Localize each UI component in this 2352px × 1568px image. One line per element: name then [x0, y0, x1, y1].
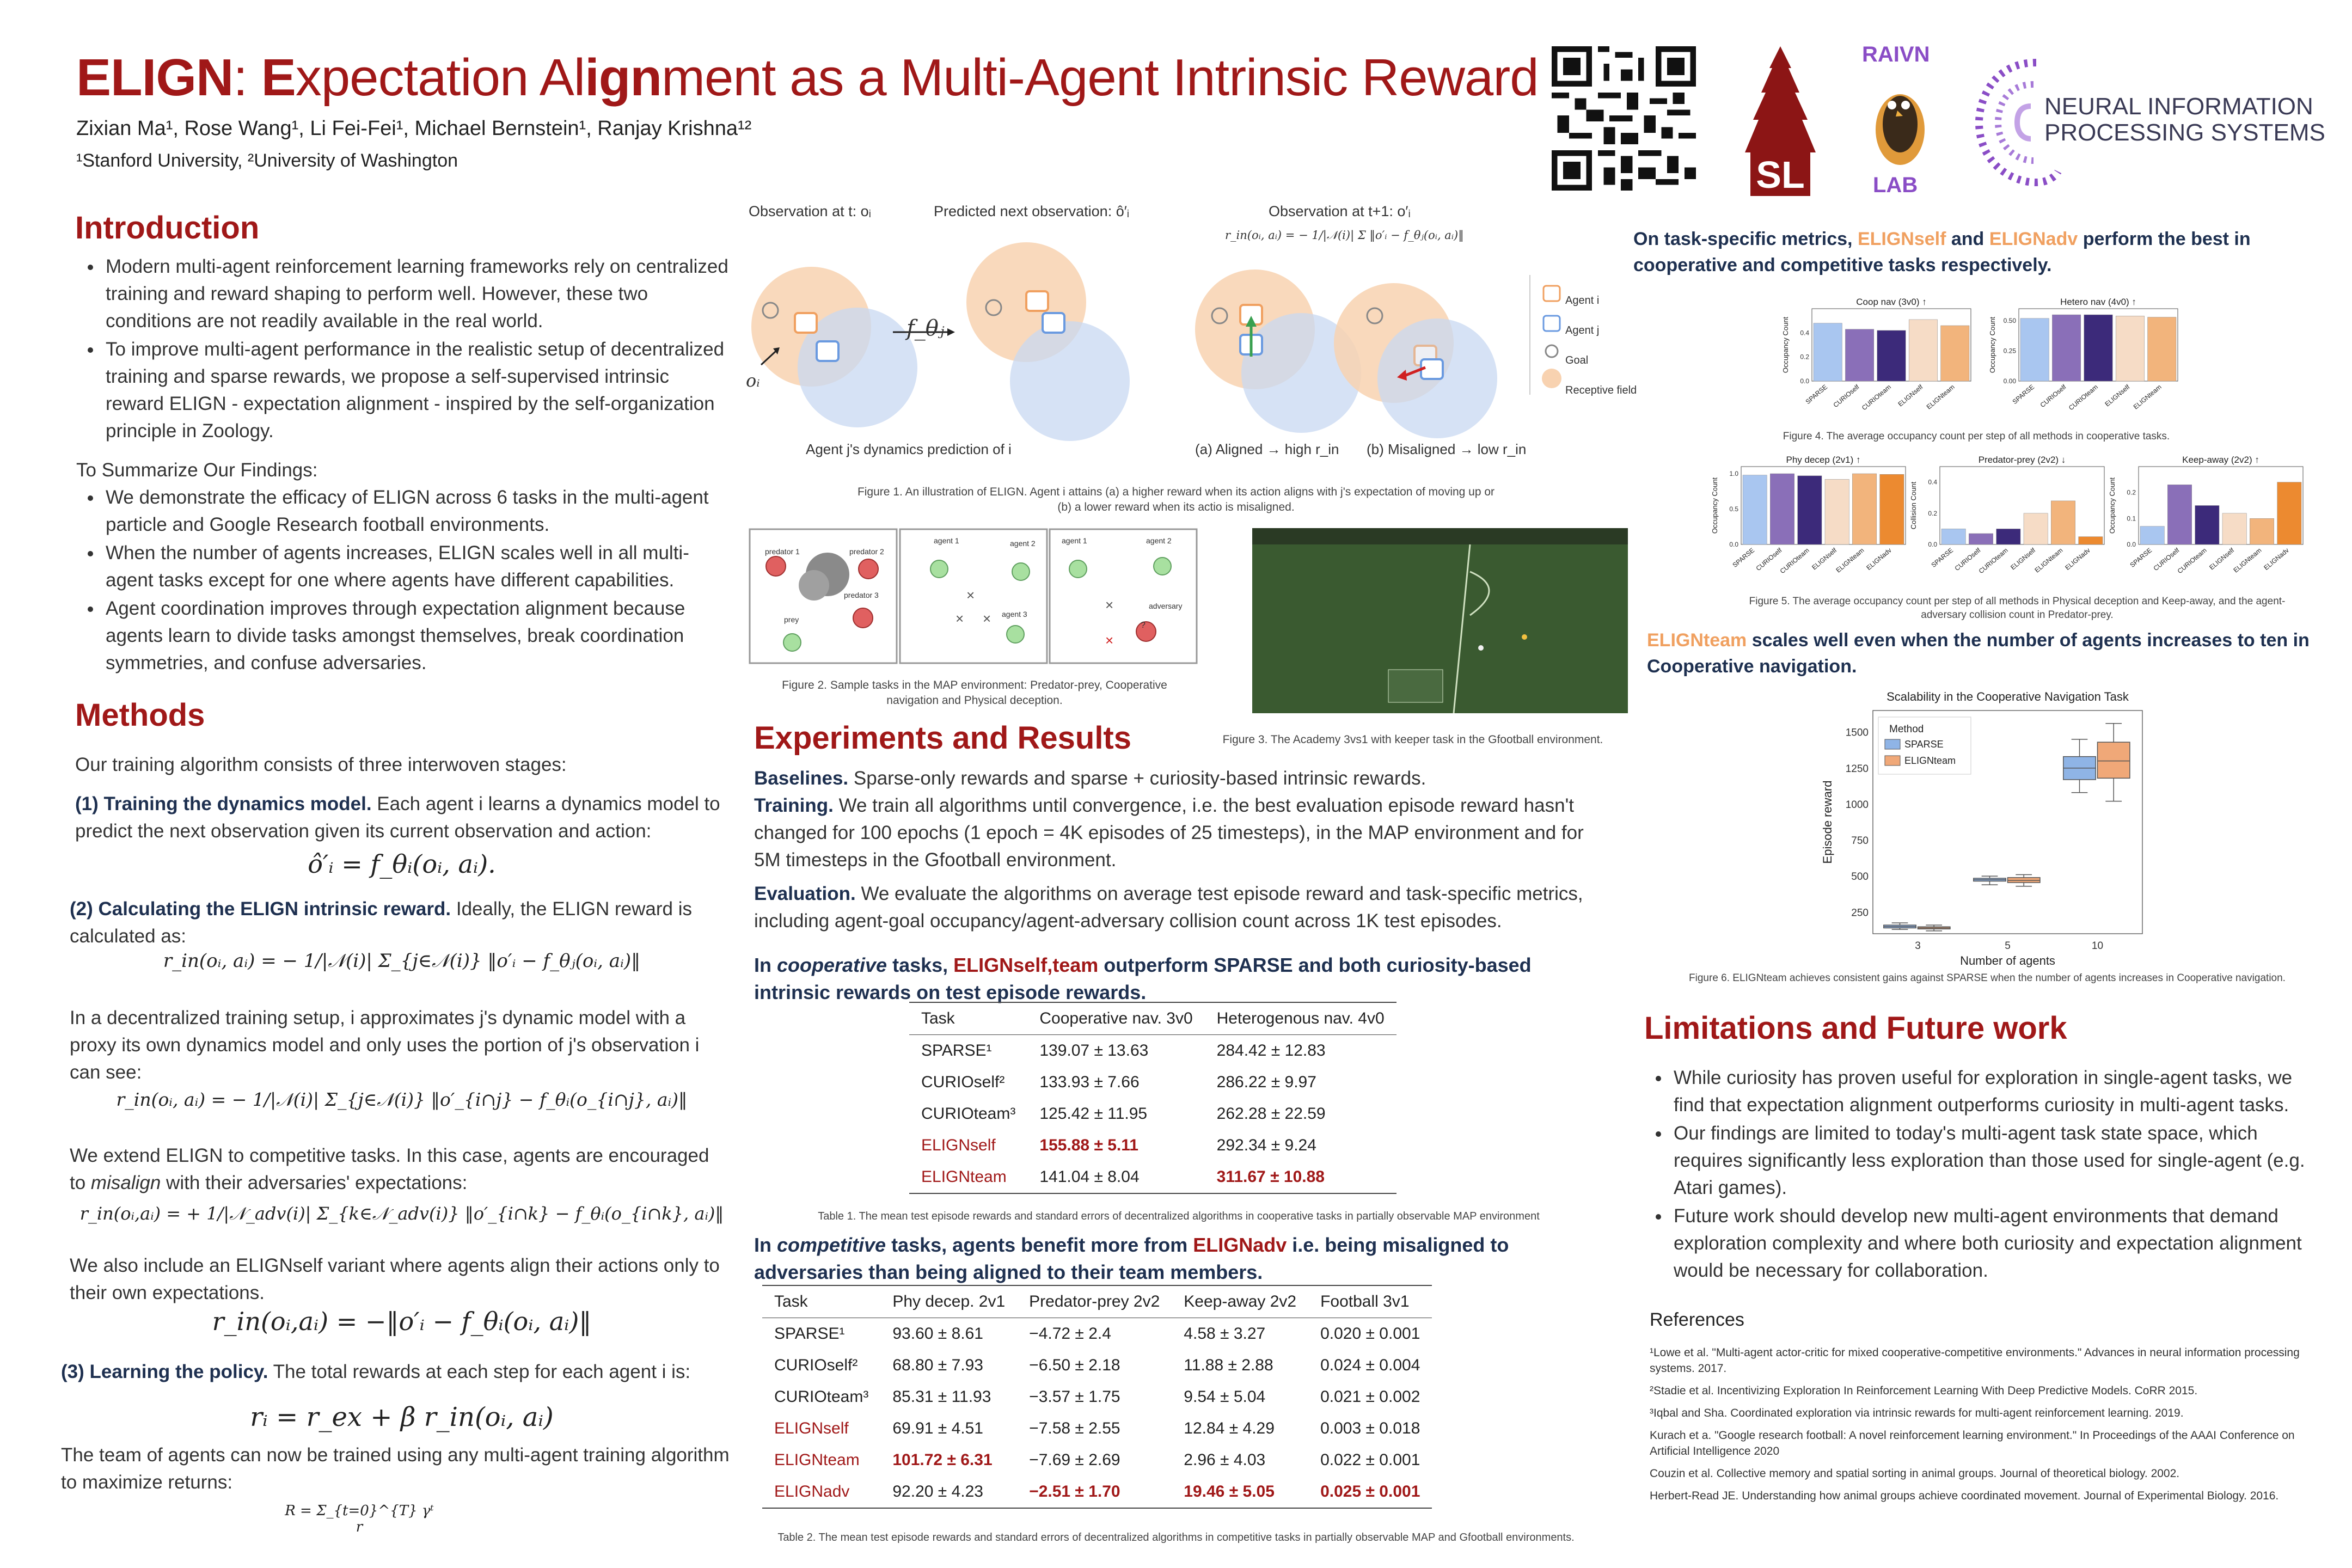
- legend-title: Method: [1889, 724, 1924, 735]
- methods-step3: (3) Learning the policy. The total rewards at each step for each agent i is:: [61, 1361, 691, 1382]
- y-tick-label: 0.0: [1928, 541, 1937, 548]
- figure-1: [746, 193, 1644, 476]
- x-tick-label: CURIOself: [1832, 383, 1861, 409]
- chart-title: Scalability in the Cooperative Navigation Task: [1886, 690, 2129, 703]
- y-tick-label: 750: [1851, 835, 1869, 847]
- y-tick-label: 0.2: [1928, 509, 1937, 517]
- x-tick-label: CURIOself: [1953, 546, 1982, 573]
- y-tick-label: 0.00: [2003, 377, 2016, 385]
- list-item: • We demonstrate the efficacy of ELIGN across 6 tasks in the multi-agent particle and Google Research football environments.: [102, 484, 730, 538]
- reference-item: Kurach et a. "Google research football: A novel reinforcement learning environment." In Proceedings of the AAAI Conference on Artificial Intelligence 2020: [1650, 1429, 2295, 1457]
- summary-lead: To Summarize Our Findings:: [76, 460, 318, 481]
- bar: [1941, 326, 1969, 381]
- fig1-formula: r_in(oᵢ, aᵢ) = − 1/|𝒩(i)| Σ ‖o′ᵢ − f_θⱼ(oᵢ, aᵢ)‖: [1225, 229, 1464, 242]
- equation-return: R = Σ_{t=0}^{T} γᵗ r: [285, 1503, 434, 1535]
- y-tick-label: 500: [1851, 871, 1869, 883]
- chart-title: Predator-prey (2v2) ↓: [1978, 455, 2066, 465]
- methods-adversarial: We extend ELIGN to competitive tasks. In this case, agents are encouraged to misalign with their adversaries' expectations:: [70, 1145, 709, 1193]
- bar-chart-predator-prey-svg: [1908, 455, 2110, 591]
- y-tick-label: 0.50: [2003, 317, 2016, 325]
- bar: [1770, 474, 1794, 544]
- table-row: ELIGNteam 101.72 ± 6.31 −7.69 ± 2.69 2.96 ± 4.03 0.022 ± 0.001: [774, 1451, 1420, 1469]
- equation-total-reward: rᵢ = r_ex + β r_in(oᵢ, aᵢ): [250, 1402, 554, 1432]
- table-row: ELIGNself 155.88 ± 5.11 292.34 ± 9.24: [921, 1136, 1316, 1154]
- table-header: Predator-prey 2v2: [1017, 1285, 1172, 1318]
- reference-item: ³Iqbal and Sha. Coordinated exploration via intrinsic rewards for multi-agent reinforcement learning. 2019.: [1650, 1407, 2184, 1419]
- table-row: ELIGNself 69.91 ± 4.51 −7.58 ± 2.55 12.84 ± 4.29 0.003 ± 0.018: [774, 1419, 1420, 1437]
- equation-elign-adv: r_in(oᵢ,aᵢ) = + 1/|𝒩_adv(i)| Σ_{k∈𝒩_adv(i)} ‖o′_{i∩k} − f_θᵢ(o_{i∩k}, aᵢ)‖: [79, 1203, 724, 1224]
- experiments-body: [754, 765, 1603, 935]
- x-tick-label: CURIOself: [2038, 383, 2068, 409]
- bar: [1969, 534, 1993, 544]
- y-axis-label: Episode reward: [1821, 780, 1834, 864]
- bar: [2116, 316, 2144, 381]
- methods-lead: Our training algorithm consists of three interwoven stages:: [75, 754, 567, 775]
- x-tick-label: ELIGNteam: [2232, 546, 2263, 574]
- table-row: ELIGNadv 92.20 ± 4.23 −2.51 ± 1.70 19.46 ± 5.05 0.025 ± 0.001: [762, 1476, 1432, 1508]
- table-2-caption: Table 2. The mean test episode rewards and standard errors of decentralized algorithms in competitive tasks in partially observable MAP and Gfootball environments.: [777, 1532, 1575, 1543]
- x-tick-label: ELIGNself: [1810, 546, 1839, 572]
- bar: [1996, 529, 2020, 544]
- equation-elign-self: r_in(oᵢ,aᵢ) = −‖o′ᵢ − f_θᵢ(oᵢ, aᵢ)‖: [212, 1307, 592, 1336]
- reference-item: ¹Lowe et al. "Multi-agent actor-critic for mixed cooperative-competitive environments." Advances in neural information processing systems. 2017.: [1650, 1346, 2300, 1375]
- x-tick-label: ELIGNadv: [2063, 546, 2092, 572]
- table-2: [762, 1285, 1432, 1509]
- x-tick-label: SPARSE: [1731, 546, 1756, 569]
- methods-step1: (1) Training the dynamics model. Each agent i learns a dynamics model to predict the next observation given its current observation and action:: [75, 793, 720, 842]
- cooperative-finding: In cooperative tasks, ELIGNself,team outperform SPARSE and both curiosity-based intrinsic rewards on test episode rewards.: [754, 954, 1532, 1003]
- y-tick-label: 0.2: [2127, 488, 2136, 497]
- bar: [2079, 537, 2103, 544]
- stanford-tree-icon: [1739, 44, 1821, 199]
- y-tick-label: 0.0: [2127, 541, 2136, 548]
- table-row: SPARSE¹ 139.07 ± 13.63 284.42 ± 12.83: [921, 1042, 1326, 1059]
- x-tick-label: ELIGNself: [2009, 546, 2037, 572]
- chart-hetero-nav: [1987, 297, 2183, 427]
- table-header: Cooperative nav. 3v0: [1027, 1002, 1204, 1035]
- table-header: Phy decep. 2v1: [880, 1285, 1017, 1318]
- bar: [2148, 317, 2176, 381]
- x-tick-label: ELIGNteam: [1925, 383, 1956, 411]
- bar: [2140, 526, 2164, 544]
- table-header: Task: [762, 1285, 880, 1318]
- bar: [2024, 513, 2048, 544]
- equation-elign-proxy: r_in(oᵢ, aᵢ) = − 1/|𝒩(i)| Σ_{j∈𝒩(i)} ‖o′_{i∩j} − f_θᵢ(o_{i∩j}, aᵢ)‖: [116, 1089, 688, 1110]
- bar: [1743, 475, 1767, 544]
- chart-coop-nav: [1780, 297, 1976, 427]
- svg-text:×: ×: [1105, 632, 1114, 648]
- figure-2-drawing: [749, 528, 1198, 664]
- svg-text:SL: SL: [1756, 154, 1805, 196]
- y-tick-label: 0.4: [1928, 478, 1937, 486]
- task-metric-finding: On task-specific metrics, ELIGNself and ELIGNadv perform the best in cooperative and competitive tasks respectively.: [1633, 229, 2251, 275]
- x-tick-label: ELIGNteam: [2132, 383, 2163, 411]
- x-tick-label: ELIGNteam: [2033, 546, 2065, 574]
- figure-6-caption: Figure 6. ELIGNteam achieves consistent gains against SPARSE when the number of agents increases in Cooperative navigation.: [1689, 972, 2286, 984]
- x-tick-label: 5: [2005, 940, 2011, 952]
- svg-text:×: ×: [966, 587, 975, 603]
- y-tick-label: 0.0: [1800, 377, 1809, 385]
- bar: [1814, 323, 1842, 381]
- x-tick-label: CURIOself: [1754, 546, 1784, 573]
- author-list: Zixian Ma¹, Rose Wang¹, Li Fei-Fei¹, Michael Bernstein¹, Ranjay Krishna¹²: [76, 117, 752, 140]
- chart-scalability: [1813, 689, 2151, 969]
- y-tick-label: 0.5: [1729, 505, 1738, 513]
- y-tick-label: 0.25: [2003, 347, 2016, 355]
- y-tick-label: 0.0: [1729, 541, 1738, 548]
- x-tick-label: ELIGNself: [2208, 546, 2236, 572]
- fig1-legend: Agent i Agent j Goal Receptive field: [1565, 295, 1637, 396]
- y-tick-label: 1.0: [1729, 470, 1738, 477]
- neurips-wordmark: NEURAL INFORMATION PROCESSING SYSTEMS: [2044, 93, 2325, 146]
- bar: [1845, 329, 1873, 381]
- figure-2: × × × × × predator 1 predator 2 predator 3 prey agent 1 agent 2 agent 3 agent 1 agent 2 adversary ?: [749, 528, 1198, 664]
- methods-decentralized: In a decentralized training setup, i approximates j's dynamic model with a proxy its own dynamics model and only uses the portion of j's observation i can see:: [70, 1007, 700, 1083]
- y-axis-label: Occupancy Count: [1711, 477, 1719, 534]
- figure-1-drawing: [746, 193, 1644, 476]
- experiments-heading: Experiments and Results: [754, 720, 1131, 756]
- list-item: • When the number of agents increases, ELIGN scales well in all multi-agent tasks except for one where agents have different capabilities.: [102, 540, 730, 594]
- box-plot-scalability-svg: [1813, 689, 2151, 969]
- x-tick-label: SPARSE: [1804, 383, 1829, 406]
- table-row: SPARSE¹ 93.60 ± 8.61 −4.72 ± 2.4 4.58 ± 3.27 0.020 ± 0.001: [774, 1325, 1420, 1343]
- chart-predator-prey: [1908, 455, 2110, 591]
- fig1-function-label: f_θⱼ: [906, 316, 945, 341]
- table-header: Task: [909, 1002, 1027, 1035]
- fig1-oi-label: oᵢ: [746, 370, 760, 391]
- bar: [2222, 513, 2246, 544]
- y-axis-label: Occupancy Count: [2108, 477, 2116, 534]
- reference-item: ²Stadie et al. Incentivizing Exploration In Reinforcement Learning With Deep Predictive Models. CoRR 2015.: [1650, 1385, 2198, 1397]
- list-item: • To improve multi-agent performance in the realistic setup of decentralized training and sparse rewards, we propose a self-supervised intrinsic reward ELIGN - expectation alignment - inspired by the self-organization principle in Zoology.: [102, 336, 730, 445]
- introduction-body: [76, 253, 730, 678]
- x-tick-label: SPARSE: [1930, 546, 1955, 569]
- table-header: Football 3v1: [1308, 1285, 1432, 1318]
- x-tick-label: ELIGNadv: [1865, 546, 1893, 572]
- legend-swatch: [1885, 756, 1900, 765]
- y-tick-label: 250: [1851, 907, 1869, 919]
- x-tick-label: CURIOteam: [1977, 546, 2010, 575]
- x-tick-label: CURIOself: [2152, 546, 2181, 573]
- y-axis-label: Occupancy Count: [1781, 316, 1790, 373]
- bar: [2020, 318, 2049, 381]
- table-row: CURIOteam³ 85.31 ± 11.93 −3.57 ± 1.75 9.54 ± 5.04 0.021 ± 0.002: [774, 1388, 1420, 1406]
- equation-elign-ideal: r_in(oᵢ, aᵢ) = − 1/|𝒩(i)| Σ_{j∈𝒩(i)} ‖o′ᵢ − f_θⱼ(oᵢ, aᵢ)‖: [163, 950, 641, 972]
- references-heading: References: [1650, 1309, 1744, 1330]
- reference-item: Couzin et al. Collective memory and spatial sorting in animal groups. Journal of theoretical biology. 2002.: [1650, 1467, 2180, 1480]
- figure-2-caption: Figure 2. Sample tasks in the MAP environment: Predator-prey, Cooperative navigation and Physical deception.: [782, 679, 1167, 707]
- legend-swatch: [1885, 739, 1900, 749]
- bar: [1798, 476, 1822, 544]
- bar: [1909, 320, 1937, 381]
- bar: [2084, 315, 2112, 381]
- svg-text:×: ×: [983, 610, 991, 627]
- bar: [2167, 485, 2191, 544]
- x-tick-label: SPARSE: [2011, 383, 2036, 406]
- table-1-caption: Table 1. The mean test episode rewards and standard errors of decentralized algorithms in cooperative tasks in partially observable MAP environment: [818, 1210, 1540, 1222]
- figure-5-caption: Figure 5. The average occupancy count per step of all methods in Physical deception and Keep-away, and the agent-adversary collision count in Predator-prey.: [1749, 596, 2286, 621]
- x-tick-label: ELIGNself: [2103, 383, 2132, 408]
- methods-step2: (2) Calculating the ELIGN intrinsic reward. Ideally, the ELIGN reward is calculated as:: [70, 898, 692, 947]
- y-tick-label: 0.4: [1800, 329, 1809, 337]
- figure-3-caption: Figure 3. The Academy 3vs1 with keeper task in the Gfootball environment.: [1222, 733, 1603, 746]
- chart-title: Hetero nav (4v0) ↑: [2060, 297, 2136, 307]
- fig1-sub-a: (a) Aligned → high r_in: [1195, 441, 1339, 457]
- methods-heading: Methods: [75, 697, 205, 733]
- y-tick-label: 1250: [1845, 763, 1869, 775]
- figure-4-caption: Figure 4. The average occupancy count per step of all methods in cooperative tasks.: [1783, 431, 2170, 442]
- bar-chart-keep-away-svg: [2107, 455, 2308, 591]
- bar: [2277, 482, 2301, 544]
- table-header: Heterogenous nav. 4v0: [1205, 1002, 1396, 1035]
- fig1-sub-left: Agent j's dynamics prediction of i: [806, 441, 1012, 457]
- x-tick-label: 10: [2091, 940, 2104, 952]
- svg-text:×: ×: [955, 610, 964, 627]
- list-item: • Future work should develop new multi-agent environments that demand exploration complexity and where both curiosity and expectation alignment would be necessary for collaboration.: [1670, 1203, 2319, 1284]
- chart-title: Phy decep (2v1) ↑: [1786, 455, 1861, 465]
- x-tick-label: 3: [1915, 940, 1921, 952]
- x-tick-label: CURIOteam: [2067, 383, 2099, 412]
- bar: [1880, 474, 1904, 544]
- bar: [2195, 506, 2219, 545]
- table-row: CURIOself² 133.93 ± 7.66 286.22 ± 9.97: [921, 1073, 1316, 1091]
- fig1-label-obs-t: Observation at t: oᵢ: [749, 203, 871, 219]
- y-axis-label: Occupancy Count: [1988, 316, 1996, 373]
- limitations-heading: Limitations and Future work: [1644, 1010, 2067, 1046]
- chart-keep-away: [2107, 455, 2308, 591]
- chart-title: Coop nav (3v0) ↑: [1856, 297, 1927, 307]
- list-item: • Agent coordination improves through expectation alignment because agents learn to divide tasks amongst themselves, break coordination symmetries, and confuse adversaries.: [102, 595, 730, 677]
- box: [2098, 742, 2130, 778]
- figure-1-caption: Figure 1. An illustration of ELIGN. Agent i attains (a) a higher reward when its action aligns with j's expectation of moving up or (b) a lower reward when its actio is misaligned.: [857, 486, 1495, 513]
- x-tick-label: CURIOteam: [1778, 546, 1811, 575]
- table-row: CURIOself² 68.80 ± 7.93 −6.50 ± 2.18 11.88 ± 2.88 0.024 ± 0.004: [774, 1356, 1420, 1374]
- list-item: • Our findings are limited to today's multi-agent task state space, which requires significantly less exploration than those used for single-agent (e.g. Atari games).: [1670, 1120, 2319, 1202]
- list-item: • While curiosity has proven useful for exploration in single-agent tasks, we find that expectation alignment outperforms curiosity in multi-agent tasks.: [1670, 1064, 2319, 1119]
- x-tick-label: SPARSE: [2128, 546, 2154, 569]
- y-tick-label: 1500: [1845, 727, 1869, 739]
- bar-chart-coop-nav-svg: [1780, 297, 1976, 427]
- x-tick-label: ELIGNself: [1896, 383, 1925, 408]
- bar: [1825, 479, 1849, 544]
- figure-3-football-field: [1252, 528, 1628, 713]
- competitive-finding: In competitive tasks, agents benefit more from ELIGNadv i.e. being misaligned to adversaries than being aligned to their team members.: [754, 1234, 1509, 1283]
- table-1: [909, 1002, 1396, 1194]
- scalability-finding: ELIGNteam scales well even when the number of agents increases to ten in Cooperative navigation.: [1647, 630, 2310, 677]
- x-tick-label: ELIGNteam: [1834, 546, 1866, 574]
- raivn-lab-logo: RAIVN LAB: [1862, 42, 1930, 197]
- bar: [2250, 518, 2274, 544]
- x-tick-label: CURIOteam: [2176, 546, 2208, 575]
- list-item: • Modern multi-agent reinforcement learning frameworks rely on centralized training and reward shaping to perform well. However, these two conditions are not readily available in the real world.: [102, 253, 730, 335]
- chart-title: Keep-away (2v2) ↑: [2182, 455, 2259, 465]
- y-tick-label: 0.2: [1800, 353, 1809, 361]
- bar: [2052, 315, 2080, 381]
- y-tick-label: 0.1: [2127, 514, 2136, 523]
- bar: [1852, 474, 1876, 544]
- evaluation-paragraph: Evaluation. We evaluate the algorithms on average test episode reward and task-specific metrics, including agent-goal occupancy/agent-adversary collision count across 1K test episodes.: [754, 883, 1583, 932]
- bar: [2051, 501, 2075, 544]
- affiliations: ¹Stanford University, ²University of Washington: [76, 150, 458, 171]
- chart-phy-decep: [1710, 455, 1911, 591]
- equation-dynamics: ô′ᵢ = f_θᵢ(oᵢ, aᵢ).: [308, 849, 496, 879]
- legend-label: SPARSE: [1904, 739, 1944, 750]
- fig1-sub-b: (b) Misaligned → low r_in: [1367, 441, 1527, 457]
- bar: [1877, 330, 1906, 381]
- training-paragraph: Training. We train all algorithms until convergence, i.e. the best evaluation episode reward hasn't changed for 100 epochs (1 epoch = 4K episodes of 25 timesteps), in the MAP environment and for 5M timesteps in the Gfootball environment.: [754, 795, 1584, 871]
- table-row: CURIOteam³ 125.42 ± 11.95 262.28 ± 22.59: [921, 1105, 1326, 1123]
- fig1-label-obs-t1: Observation at t+1: o′ᵢ: [1269, 203, 1411, 219]
- methods-training: The team of agents can now be trained using any multi-agent training algorithm to maximize returns:: [61, 1444, 730, 1493]
- legend-label: ELIGNteam: [1904, 755, 1956, 766]
- fig1-label-pred: Predicted next observation: ô′ᵢ: [934, 203, 1130, 219]
- poster-title: ELIGN: Expectation Alignment as a Multi-Agent Intrinsic Reward: [76, 48, 1539, 107]
- bar-chart-phy-decep-svg: [1710, 455, 1911, 591]
- x-tick-label: CURIOteam: [1860, 383, 1892, 412]
- table-row: ELIGNteam 141.04 ± 8.04 311.67 ± 10.88: [909, 1161, 1396, 1193]
- qr-code-icon: [1552, 46, 1696, 191]
- references-list: [1650, 1345, 2325, 1510]
- reference-item: Herbert-Read JE. Understanding how animal groups achieve coordinated movement. Journal of Experimental Biology. 2016.: [1650, 1490, 2279, 1502]
- bar-chart-hetero-nav-svg: [1987, 297, 2183, 427]
- svg-text:×: ×: [1105, 597, 1114, 613]
- limitations-body: [1644, 1064, 2319, 1285]
- bar: [1941, 529, 1965, 544]
- title-prefix: ELIGN: [76, 48, 234, 107]
- y-tick-label: 1000: [1845, 799, 1869, 811]
- baselines-paragraph: Baselines. Sparse-only rewards and sparse + curiosity-based intrinsic rewards.: [754, 768, 1426, 789]
- x-axis-label: Number of agents: [1960, 954, 2055, 967]
- introduction-heading: Introduction: [75, 210, 260, 246]
- table-header: Keep-away 2v2: [1172, 1285, 1308, 1318]
- methods-self: We also include an ELIGNself variant where agents align their actions only to their own expectations.: [70, 1255, 720, 1303]
- x-tick-label: ELIGNadv: [2262, 546, 2290, 572]
- y-axis-label: Collision Count: [1909, 481, 1918, 530]
